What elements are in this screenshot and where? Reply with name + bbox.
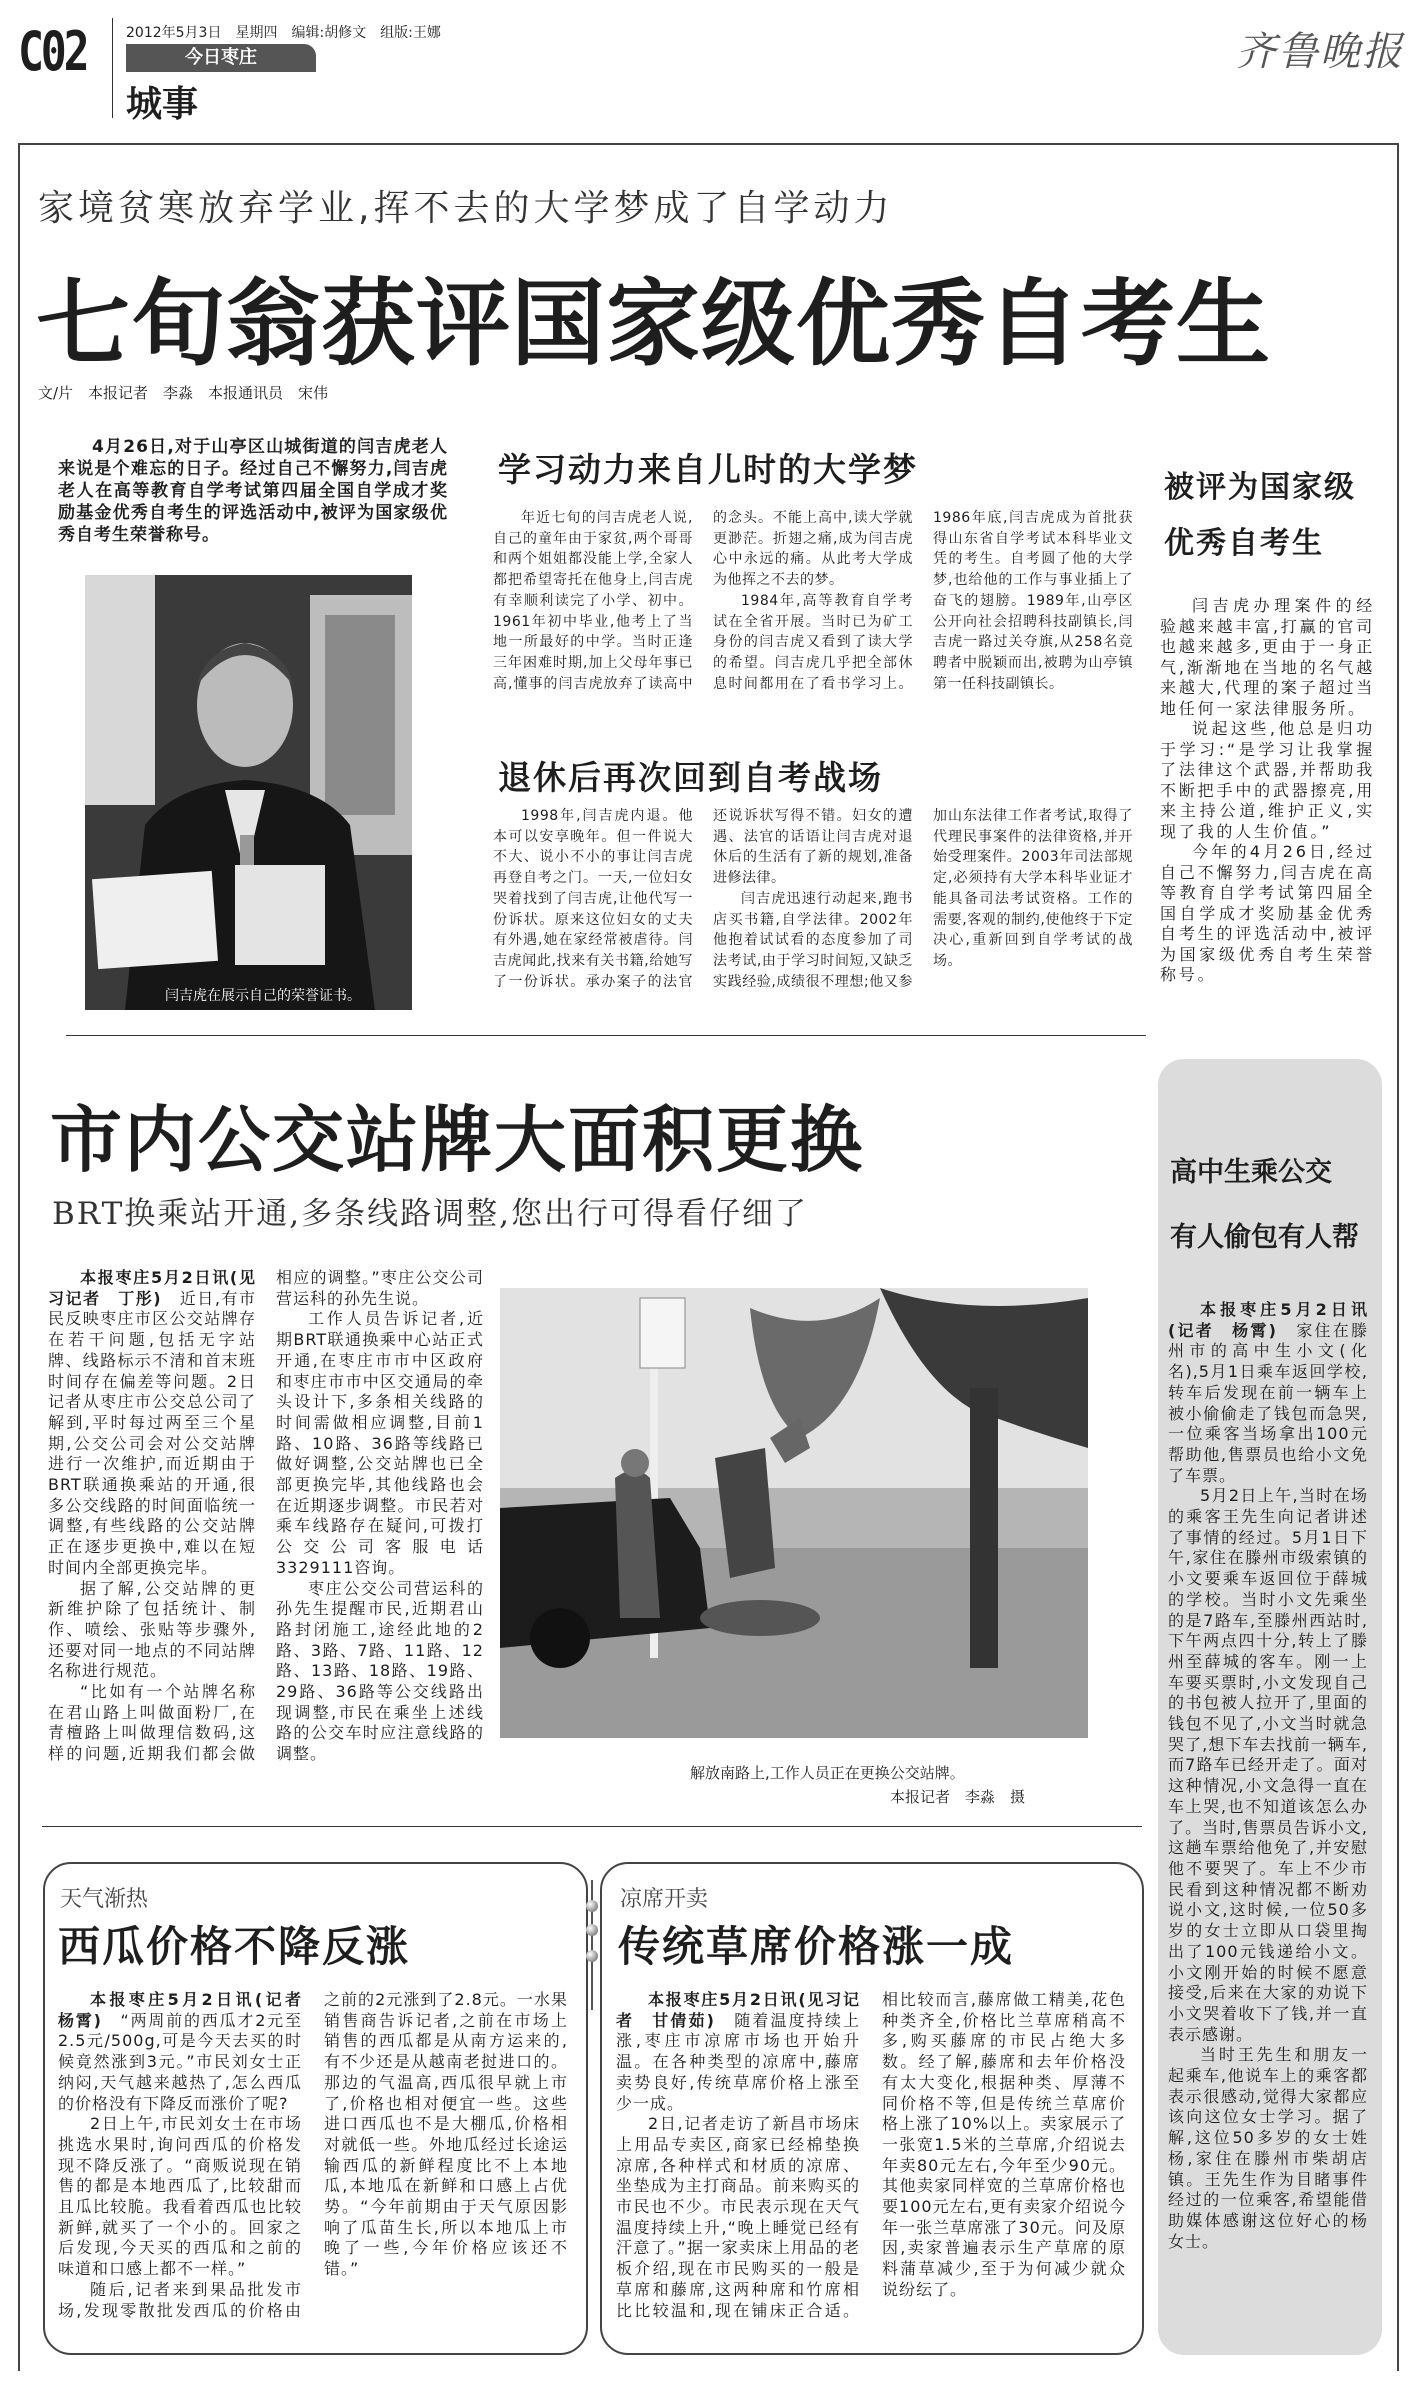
article-dateline: 本报枣庄5月2日讯(见习记者 丁彤) [48, 1268, 256, 1308]
article1-section2-body [493, 806, 1133, 992]
paragraph: 闫吉虎迅速行动起来,跑书店买书籍,自学法律。2002年他抱着试试看的态度参加了司法考试,由于学习时间短,又缺乏实践经验,成绩很不理想;他又参加山东法律工作者考试,取得了代理民事案件的法律资格,并开始受理案件。2003年司法部规定,必须持有大学本科毕业证才能具备司法考试资格。工作的需要,客观的制约,使他终于下定决心,重新回到自学考试的战场。 [713, 808, 1133, 990]
article1-photo-caption: 闫吉虎在展示自己的荣誉证书。 [165, 988, 361, 1004]
paragraph: “比如有一个站牌名称在君山路上叫做面粉厂,在青檀路上叫做理信数码,这样的问题,近期我们都会做相应的调整。”枣庄公交公司营运科的孙先生说。 [48, 1268, 484, 1764]
paragraph [48, 1268, 256, 1579]
sidebar-heading: 高中生乘公交 [1170, 1157, 1332, 1188]
paragraph: 年近七旬的闫吉虎老人说,自己的童年由于家贫,两个哥哥和两个姐姐都没能上学,全家人都把希望寄托在他身上,闫吉虎有幸顺利读完了小学、初中。1961年初中毕业,他考上了当地一所最好的中学。当时正逢三年困难时期,加上父母年事已高,懂事的闫吉虎放弃了读高中的念头。不能上高中,读大学就更渺茫。折翅之痛,成为闫吉虎心中永远的痛。从此考大学成为他挥之不去的梦。 [493, 510, 913, 692]
paragraph: 闫吉虎办理案件的经验越来越丰富,打赢的官司也越来越多,更由于一身正气,渐渐地在当地的名气越来越大,代理的案子超过当地任何一家法律服务所。 [1160, 596, 1375, 718]
paragraph: 随后,记者来到果品批发市场,发现零散批发西瓜的价格由之前的2元涨到了2.8元。一水果销售商告诉记者,之前在市场上销售的西瓜都是从南方运来的,有不少还是从越南老挝进口的。那边的气温高,西瓜很早就上市了,价格也相对便宜一些。这些进口西瓜也不是大棚瓜,价格相对就低一些。外地瓜经过长途运输西瓜的新鲜程度比不上本地瓜,本地瓜在新鲜和口感上占优势。“今年前期由于天气原因影响了瓜苗生长,所以本地瓜上市晚了一些,今年价格应该还不错。” [58, 1990, 568, 2320]
edition-tab: 今日枣庄 [126, 44, 316, 72]
paragraph [1168, 1300, 1368, 1486]
divider [66, 1035, 1146, 1036]
article1-photo [85, 575, 412, 1010]
section-heading: 优秀自考生 [1164, 526, 1324, 561]
article-dateline: 本报枣庄5月2日讯(记者 杨霄) [1168, 1300, 1368, 1340]
decor-bead [586, 1924, 598, 1936]
paragraph: 今年的4月26日,经过自己不懈努力,闫吉虎在高等教育自学考试第四届全国自学成才奖励基金优秀自考生的评选活动中,被评为国家级优秀自考生荣誉称号。 [1160, 842, 1375, 984]
article2-photo-credit: 本报记者 李淼 摄 [890, 1788, 1026, 1806]
paragraph: 工作人员告诉记者,近期BRT联通换乘中心站正式开通,在枣庄市市中区政府和枣庄市市中区交通局的牵头设计下,多条相关线路的时间需做相应调整,目前1路、10路、36路等线路已做好调整,公交站牌也已全部更换完毕,其他线路也会在近期逐步调整。市民若对乘车线路存在疑问,可拨打公交公司客服电话3329111咨询。 [276, 1309, 484, 1577]
paragraph-text: 随着温度持续上涨,枣庄市凉席市场也开始升温。在各种类型的凉席中,藤席卖势良好,传统草席价格上涨至少一成。 [616, 2010, 860, 2113]
paragraph-text: 近日,有市民反映枣庄市区公交站牌存在若干问题,包括无字站牌、线路标示不清和首末班时间存在偏差等问题。2日记者从枣庄市公交总公司了解到,平时每过两至三个星期,公交公司会对公交站牌进行一次维护,而近期由于BRT联通换乘站的开通,很多公交线路的时间面临统一调整,有些线路的公交站牌正在逐步更换中,难以在短时间内全部更换完毕。 [48, 1288, 256, 1577]
paragraph: 5月2日上午,当时在场的乘客王先生向记者讲述了事情的经过。5月1日下午,家住在滕州市级索镇的小文要乘车返回位于薛城的学校。当时小文先乘坐的是7路车,至滕州西站时,下午两点四十分,转上了滕州至薛城的客车。刚一上车要买票时,小文发现自己的书包被人拉开了,里面的钱包不见了,小文当时就急哭了,想下车去找前一辆车,而7路车已经开走了。面对这种情况,小文急得一直在车上哭,也不知道该怎么办了。当时,售票员告诉小文,这趟车票给他免了,并安慰他不要哭了。车上不少市民看到这种情况都不断劝说小文,这时候,一位50多岁的女士立即从口袋里掏出了100元钱递给小文。小文刚开始的时候不愿意接受,后来在大家的劝说下小文哭着收下了钱,并一直表示感谢。 [1168, 1486, 1368, 2044]
section-heading: 退休后再次回到自考战场 [498, 758, 883, 797]
article4-title: 传统草席价格涨一成 [618, 1922, 1015, 1971]
article3-body [58, 1990, 568, 2321]
paragraph-text: “两周前的西瓜才2元至2.5元/500g,可是今天去买的时候竟然涨到3元。”市民刘女士正纳闷,天气越来越热了,怎么西瓜的价格没有下降反而涨价了呢? [58, 2010, 302, 2113]
article1-title: 七旬翁获评国家级优秀自考生 [36, 270, 1272, 379]
article4-kicker: 凉席开卖 [620, 1887, 709, 1912]
paragraph: 当时王先生和朋友一起乘车,他说车上的乘客都表示很感动,觉得大家都应该向这位女士学习。据了解,这位50多岁的女士姓杨,家住在滕州市柴胡店镇。王先生作为目睹事件经过的一位乘客,希望能借助媒体感谢这位好心的杨女士。 [1168, 2045, 1368, 2251]
article-dateline: 本报枣庄5月2日讯(记者 杨霄) [58, 1990, 320, 2030]
article2-body [48, 1268, 484, 1765]
header-divider [112, 18, 113, 118]
article2-photo-caption: 解放南路上,工作人员正在更换公交站牌。 [690, 1764, 965, 1782]
article1-byline: 文/片 本报记者 李淼 本报通讯员 宋伟 [38, 384, 329, 402]
article1-subtitle: 家境贫寒放弃学业,挥不去的大学梦成了自学动力 [38, 188, 894, 229]
paragraph: 2日上午,市民刘女士在市场挑选水果时,询问西瓜的价格发现不降反涨了。“商贩说现在销售的都是本地西瓜了,比较甜而且瓜比较脆。我看着西瓜也比较新鲜,就买了一个小的。回家之后发现,今天买的西瓜和之前的味道和口感上都不一样。” [58, 2114, 302, 2279]
decor-bead [586, 1950, 598, 1962]
paragraph [616, 1990, 860, 2114]
section-heading: 被评为国家级 [1164, 470, 1356, 505]
newspaper-logo: 齐鲁晚报 [1236, 29, 1404, 75]
sidebar-body [1168, 1300, 1368, 2252]
paragraph-text: 家住在滕州市的高中生小文(化名),5月1日乘车返回学校,转车后发现在前一辆车上被小偷偷走了钱包而急哭,一位乘客当场拿出100元帮助他,售票员也给小文免了车票。 [1168, 1320, 1368, 1485]
divider [42, 1826, 1142, 1827]
section-heading: 学习动力来自儿时的大学梦 [498, 450, 918, 489]
paragraph: 2日,记者走访了新昌市场床上用品专卖区,商家已经棉垫换凉席,各种样式和材质的凉席、坐垫成为主打商品。前来购买的市民也不少。市民表示现在天气温度持续上升,“晚上睡觉已经有汗意了。”据一家卖床上用品的老板介绍,现在市民购买的一般是草席和藤席,这两种席和竹席相比比较温和,现在铺床正合适。相比较而言,藤席做工精美,花色种类齐全,价格比兰草席稍高不多,购买藤席的市民占绝大多数。经了解,藤席和去年价格没有太大变化,根据种类、厚薄不同价格不等,但是传统兰草席价格上涨了10%以上。卖家展示了一张宽1.5米的兰草席,介绍说去年卖80元左右,今年至少90元。其他卖家同样宽的兰草席价格也要100元左右,更有卖家介绍说今年一张兰草席涨了30元。问及原因,卖家普遍表示生产草席的原料蒲草减少,至于为何减少就众说纷纭了。 [616, 1990, 1126, 2320]
sidebar-heading: 有人偷包有人帮 [1170, 1222, 1359, 1253]
dateline: 2012年5月3日 星期四 编辑:胡修文 组版:王娜 [126, 25, 441, 41]
paragraph [58, 1990, 320, 2114]
article4-body [616, 1990, 1126, 2321]
article3-kicker: 天气渐热 [60, 1887, 149, 1912]
article1-lead: 4月26日,对于山亭区山城街道的闫吉虎老人来说是个难忘的日子。经过自己不懈努力,闫吉虎老人在高等教育自学考试第四届全国自学成才奖励基金优秀自考生的评选活动中,被评为国家级优秀自考生荣誉称号。 [58, 437, 448, 545]
portrait-image [85, 575, 412, 1010]
article1-section3-body [1160, 596, 1375, 986]
paragraph: 枣庄公交公司营运科的孙先生提醒市民,近期君山路封闭施工,途经此地的2路、3路、7路、11路、12路、13路、18路、19路、29路、36路等公交线路出现调整,市民在乘坐上述线路的公交车时应注意线路的调整。 [276, 1578, 484, 1764]
section-title: 城事 [126, 84, 199, 125]
article2-photo [500, 1288, 1088, 1738]
paragraph: 1998年,闫吉虎内退。他本可以安享晚年。但一件说大不大、说小不小的事让闫吉虎再登自考之门。一天,一位妇女哭着找到了闫吉虎,让他代写一份诉状。原来这位妇女的丈夫有外遇,她在家经常被虐待。闫吉虎闻此,找来有关书籍,给她写了一份诉状。承办案子的法官还说诉状写得不错。妇女的遭遇、法官的话语让闫吉虎对退休后的生活有了新的规划,准备进修法律。 [493, 808, 913, 990]
paragraph: 据了解,公交站牌的更新维护除了包括统计、制作、喷绘、张贴等步骤外,还要对同一地点的不同站牌名称进行规范。 [48, 1578, 256, 1681]
paragraph: 1984年,高等教育自学考试在全省开展。当时已为矿工身份的闫吉虎又看到了读大学的希望。闫吉虎几乎把全部休息时间都用在了看书学习上。1986年底,闫吉虎成为首批获得山东省自学考试本科毕业文凭的考生。自考圆了他的大学梦,也给他的工作与事业插上了奋飞的翅膀。1989年,山亭区公开向社会招聘科技副镇长,闫吉虎一路过关夺旗,从258名竞聘者中脱颖而出,被聘为山亭镇第一任科技副镇长。 [713, 510, 1133, 692]
article-dateline: 本报枣庄5月2日讯(见习记者 甘倩茹) [616, 1990, 860, 2030]
article2-title: 市内公交站牌大面积更换 [50, 1098, 865, 1182]
page-number: C02 [18, 20, 87, 83]
decor-bead [586, 1900, 598, 1912]
article1-section1-body [493, 508, 1133, 694]
article2-subtitle: BRT换乘站开通,多条线路调整,您出行可得看仔细了 [52, 1196, 808, 1232]
article3-title: 西瓜价格不降反涨 [58, 1922, 411, 1971]
street-scene-image [500, 1288, 1088, 1738]
paragraph: 说起这些,他总是归功于学习:“是学习让我掌握了法律这个武器,并帮助我不断把手中的武器擦亮,用来主持公道,维护正义,实现了我的人生价值。” [1160, 719, 1375, 841]
